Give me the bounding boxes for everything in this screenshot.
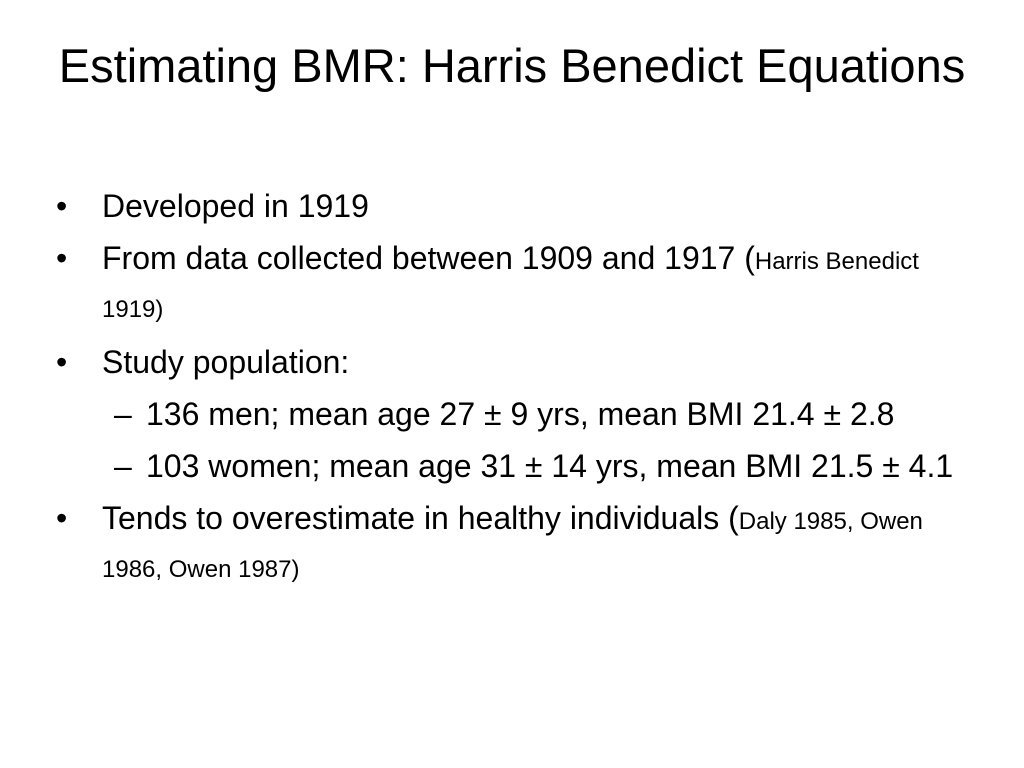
- dash-marker: –: [114, 448, 132, 484]
- bullet-item-data-collected: [56, 236, 976, 332]
- bullet-marker: •: [56, 344, 68, 380]
- bullet-text: Developed in 1919: [102, 188, 369, 224]
- citation-text: Daly 1985, Owen 1986, Owen 1987): [102, 508, 923, 583]
- bullet-marker: •: [56, 188, 68, 224]
- bullet-marker: •: [56, 500, 68, 536]
- sub-bullet-item-men: [56, 392, 976, 436]
- bullet-list: [56, 184, 976, 592]
- bullet-text: Tends to overestimate in healthy individuals (: [102, 500, 739, 536]
- dash-marker: –: [114, 396, 132, 432]
- bullet-marker: •: [56, 240, 68, 276]
- bullet-item-overestimate: [56, 496, 976, 592]
- bullet-item-study-population: [56, 340, 976, 384]
- sub-bullet-text: 136 men; mean age 27 ± 9 yrs, mean BMI 21.4 ± 2.8: [146, 396, 895, 432]
- sub-bullet-text: 103 women; mean age 31 ± 14 yrs, mean BMI 21.5 ± 4.1: [146, 448, 954, 484]
- citation-open-paren: (: [735, 240, 755, 276]
- bullet-text: Study population:: [102, 344, 350, 380]
- citation-text: Harris Benedict 1919): [102, 248, 919, 323]
- bullet-text: From data collected between 1909 and 1917: [102, 240, 736, 276]
- bullet-item-developed: [56, 184, 976, 228]
- sub-bullet-item-women: [56, 444, 976, 488]
- slide-title: Estimating BMR: Harris Benedict Equations: [58, 39, 966, 92]
